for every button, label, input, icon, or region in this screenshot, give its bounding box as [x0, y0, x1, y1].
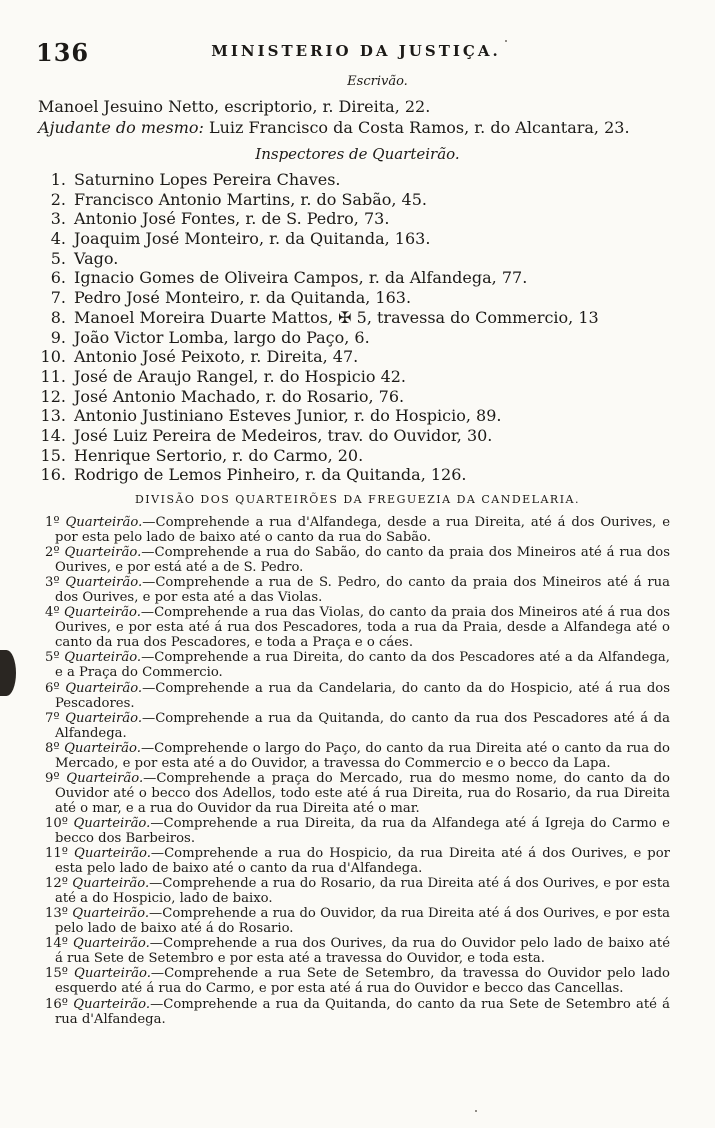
quarteirao-entry — [45, 846, 670, 876]
entry-text: —Comprehende a rua da Candelaria, do canto da do Hospicio, até á rua dos Pescadores. — [55, 680, 671, 711]
entry-label: Quarteirão. — [64, 650, 142, 666]
quarteirao-entry — [45, 936, 670, 966]
entry-number: 15º — [45, 966, 68, 982]
entry-label: Quarteirão. — [65, 710, 143, 726]
escrivao-name-line: Manoel Jesuino Netto, escriptorio, r. Direita, 22. — [38, 97, 431, 116]
quarteirao-entry — [45, 681, 670, 711]
entry-text: —Comprehende a rua das Violas, do canto da praia dos Mineiros até á rua dos Ourives, e por esta até á rua dos Pescadores, toda a rua da Praia, desde a Alfandega até o canto da rua dos Pescadores, e toda a Praça e o cáes. — [55, 605, 670, 651]
quarteirao-entry — [45, 711, 670, 741]
entry-number: 7º — [45, 710, 60, 726]
item-text: João Victor Lomba, largo do Paço, 6. — [74, 327, 370, 347]
entry-text: —Comprehende a rua Sete de Setembro, da travessa do Ouvidor pelo lado esquerdo até á rua do Carmo, e por esta até á rua do Ouvidor e becco das Cancellas. — [55, 966, 670, 997]
entry-text: —Comprehende a rua da Quitanda, do canto da rua dos Pescadores até á da Alfandega. — [55, 710, 670, 741]
entry-number: 16º — [45, 996, 68, 1012]
quarteirao-entry — [45, 771, 670, 816]
list-item — [40, 268, 680, 288]
divisao-heading: DIVISÃO DOS QUARTEIRÕES DA FREGUEZIA DA CANDELARIA. — [134, 493, 580, 506]
list-item — [40, 308, 680, 328]
item-number: 16. — [40, 465, 66, 485]
list-item — [40, 465, 680, 485]
item-number: 9. — [50, 327, 66, 347]
item-text: Antonio José Fontes, r. de S. Pedro, 73. — [74, 209, 390, 229]
list-item — [40, 347, 680, 367]
item-text: Henrique Sertorio, r. do Carmo, 20. — [74, 445, 364, 465]
page-number: 136 — [36, 38, 90, 67]
entry-text: —Comprehende a rua Direita, do canto da dos Pescadores até a da Alfandega, e a Praça do Commercio. — [55, 650, 670, 681]
item-number: 11. — [40, 366, 66, 386]
quarteirao-entry — [45, 906, 670, 936]
entry-number: 1º — [45, 515, 60, 530]
item-text: Antonio José Peixoto, r. Direita, 47. — [74, 347, 359, 367]
item-text: José Luiz Pereira de Medeiros, trav. do Ouvidor, 30. — [74, 425, 493, 445]
item-text: Francisco Antonio Martins, r. do Sabão, 45. — [74, 189, 427, 209]
entry-label: Quarteirão. — [64, 545, 142, 561]
list-item — [40, 387, 680, 407]
page-edge-shadow — [0, 650, 16, 696]
entry-number: 3º — [45, 575, 60, 591]
quarteirao-entry — [45, 605, 670, 650]
entry-number: 2º — [45, 545, 60, 561]
list-item — [40, 170, 680, 190]
quarteirao-entry — [45, 997, 670, 1027]
quarteirao-entry — [45, 650, 670, 680]
item-text: Ignacio Gomes de Oliveira Campos, r. da Alfandega, 77. — [74, 268, 528, 288]
item-number: 13. — [40, 406, 66, 426]
entry-text: —Comprehende a rua do Hospicio, da rua Direita até á dos Ourives, e por esta pelo lado de baixo até o canto da rua d'Alfandega. — [55, 846, 670, 877]
list-item — [40, 190, 680, 210]
item-number: 2. — [50, 189, 66, 209]
entry-label: Quarteirão. — [73, 996, 151, 1012]
entry-label: Quarteirão. — [74, 966, 151, 982]
item-number: 14. — [40, 425, 66, 445]
entry-text: —Comprehende a rua Direita, da rua da Alfandega até á Igreja do Carmo e becco dos Barbeiros. — [55, 815, 670, 846]
list-item — [40, 209, 680, 229]
item-text: Joaquim José Monteiro, r. da Quitanda, 163. — [74, 229, 431, 249]
entry-number: 11º — [45, 846, 68, 862]
item-text: Vago. — [74, 248, 119, 268]
quarteirao-entry — [45, 575, 670, 605]
entry-text: —Comprehende a rua de S. Pedro, do canto da praia dos Mineiros até á rua dos Ourives, e por esta até a das Violas. — [55, 575, 670, 606]
running-title: MINISTERIO DA JUSTIÇA. — [211, 42, 501, 60]
entry-number: 8º — [45, 740, 60, 756]
entry-label: Quarteirão. — [66, 770, 144, 786]
item-text: Pedro José Monteiro, r. da Quitanda, 163. — [74, 288, 412, 308]
entry-text: —Comprehende a rua do Ouvidor, da rua Direita até á dos Ourives, e por esta pelo lado de baixo até á do Rosario. — [55, 906, 670, 937]
entry-label: Quarteirão. — [72, 876, 150, 892]
item-text: Rodrigo de Lemos Pinheiro, r. da Quitanda, 126. — [74, 465, 467, 485]
entry-text: —Comprehende a rua do Sabão, do canto da praia dos Mineiros até á rua dos Ourives, e por está até a de S. Pedro. — [55, 545, 670, 576]
quarteirao-entry — [45, 741, 670, 771]
list-item — [40, 406, 680, 426]
entry-text: —Comprehende a praça do Mercado, rua do mesmo nome, do canto da do Ouvidor até o becco dos Adellos, todo este até á rua Direita, rua do Rosario, da rua Direita até o mar, e a rua do Ouvidor da rua Direita até o mar. — [55, 770, 670, 816]
item-text: Saturnino Lopes Pereira Chaves. — [74, 170, 341, 189]
inspectores-heading: Inspectores de Quarteirão. — [255, 145, 460, 163]
inspectores-list — [40, 170, 680, 485]
entry-text: —Comprehende a rua da Quitanda, do canto da rua Sete de Setembro até á rua d'Alfandega. — [55, 996, 671, 1027]
page-header — [36, 38, 676, 68]
quarteirao-entry — [45, 816, 670, 846]
quarteirao-entry — [45, 966, 670, 996]
list-item — [40, 328, 680, 348]
entry-text: —Comprehende o largo do Paço, do canto da rua Direita até o canto da rua do Mercado, e por esta até a do Ouvidor, a travessa do Commercio e o becco da Lapa. — [55, 740, 670, 771]
list-item — [40, 249, 680, 269]
quarteirao-entry — [45, 515, 670, 545]
quarteirao-entry — [45, 545, 670, 575]
quarteirao-entry — [45, 876, 670, 906]
entry-label: Quarteirão. — [72, 906, 150, 922]
item-number: 6. — [50, 268, 66, 288]
list-item — [40, 426, 680, 446]
entry-label: Quarteirão. — [65, 680, 143, 696]
entry-number: 5º — [45, 650, 60, 666]
ajudante-line — [38, 118, 630, 137]
entry-text: —Comprehende a rua dos Ourives, da rua do Ouvidor pelo lado de baixo até á rua Sete de Setembro e por esta até a travessa do Ouvidor, e toda esta. — [55, 936, 670, 967]
entry-text: —Comprehende a rua do Rosario, da rua Direita até á dos Ourives, e por esta até a do Hospicio, lado de baixo. — [55, 876, 670, 907]
quarteiroes-list — [45, 515, 670, 1027]
item-number: 3. — [50, 209, 66, 229]
entry-number: 14º — [45, 936, 68, 952]
entry-number: 13º — [45, 906, 68, 922]
item-text: Manoel Moreira Duarte Mattos, ✠ 5, travessa do Commercio, 13 — [74, 307, 599, 327]
item-number: 15. — [40, 445, 66, 465]
list-item — [40, 288, 680, 308]
entry-label: Quarteirão. — [64, 740, 141, 756]
entry-text: —Comprehende a rua d'Alfandega, desde a rua Direita, até á dos Ourives, e por esta pelo lado de baixo até o canto da rua do Sabão. — [55, 515, 670, 546]
entry-number: 4º — [45, 605, 60, 621]
entry-label: Quarteirão. — [65, 575, 143, 591]
item-number: 7. — [50, 288, 66, 308]
item-text: José de Araujo Rangel, r. do Hospicio 42. — [74, 366, 407, 386]
item-number: 1. — [50, 170, 66, 189]
item-number: 12. — [40, 386, 66, 406]
item-number: 8. — [50, 307, 66, 327]
entry-label: Quarteirão. — [64, 605, 141, 621]
entry-number: 9º — [45, 770, 60, 786]
entry-label: Quarteirão. — [72, 936, 150, 952]
entry-number: 10º — [45, 815, 68, 831]
item-number: 4. — [50, 229, 66, 249]
item-text: José Antonio Machado, r. do Rosario, 76. — [74, 386, 405, 406]
entry-label: Quarteirão. — [65, 515, 143, 530]
item-number: 10. — [40, 347, 66, 367]
ajudante-label: Ajudante do mesmo: — [38, 118, 204, 137]
ink-speck — [475, 1110, 477, 1112]
ajudante-value: Luiz Francisco da Costa Ramos, r. do Alcantara, 23. — [203, 118, 630, 137]
entry-label: Quarteirão. — [74, 846, 151, 862]
list-item — [40, 367, 680, 387]
entry-label: Quarteirão. — [73, 815, 151, 831]
entry-number: 12º — [45, 876, 68, 892]
item-number: 5. — [50, 248, 66, 268]
list-item — [40, 446, 680, 466]
entry-number: 6º — [45, 680, 60, 696]
escrivao-heading: Escrivão. — [347, 74, 408, 89]
item-text: Antonio Justiniano Esteves Junior, r. do Hospicio, 89. — [74, 406, 502, 426]
list-item — [40, 229, 680, 249]
